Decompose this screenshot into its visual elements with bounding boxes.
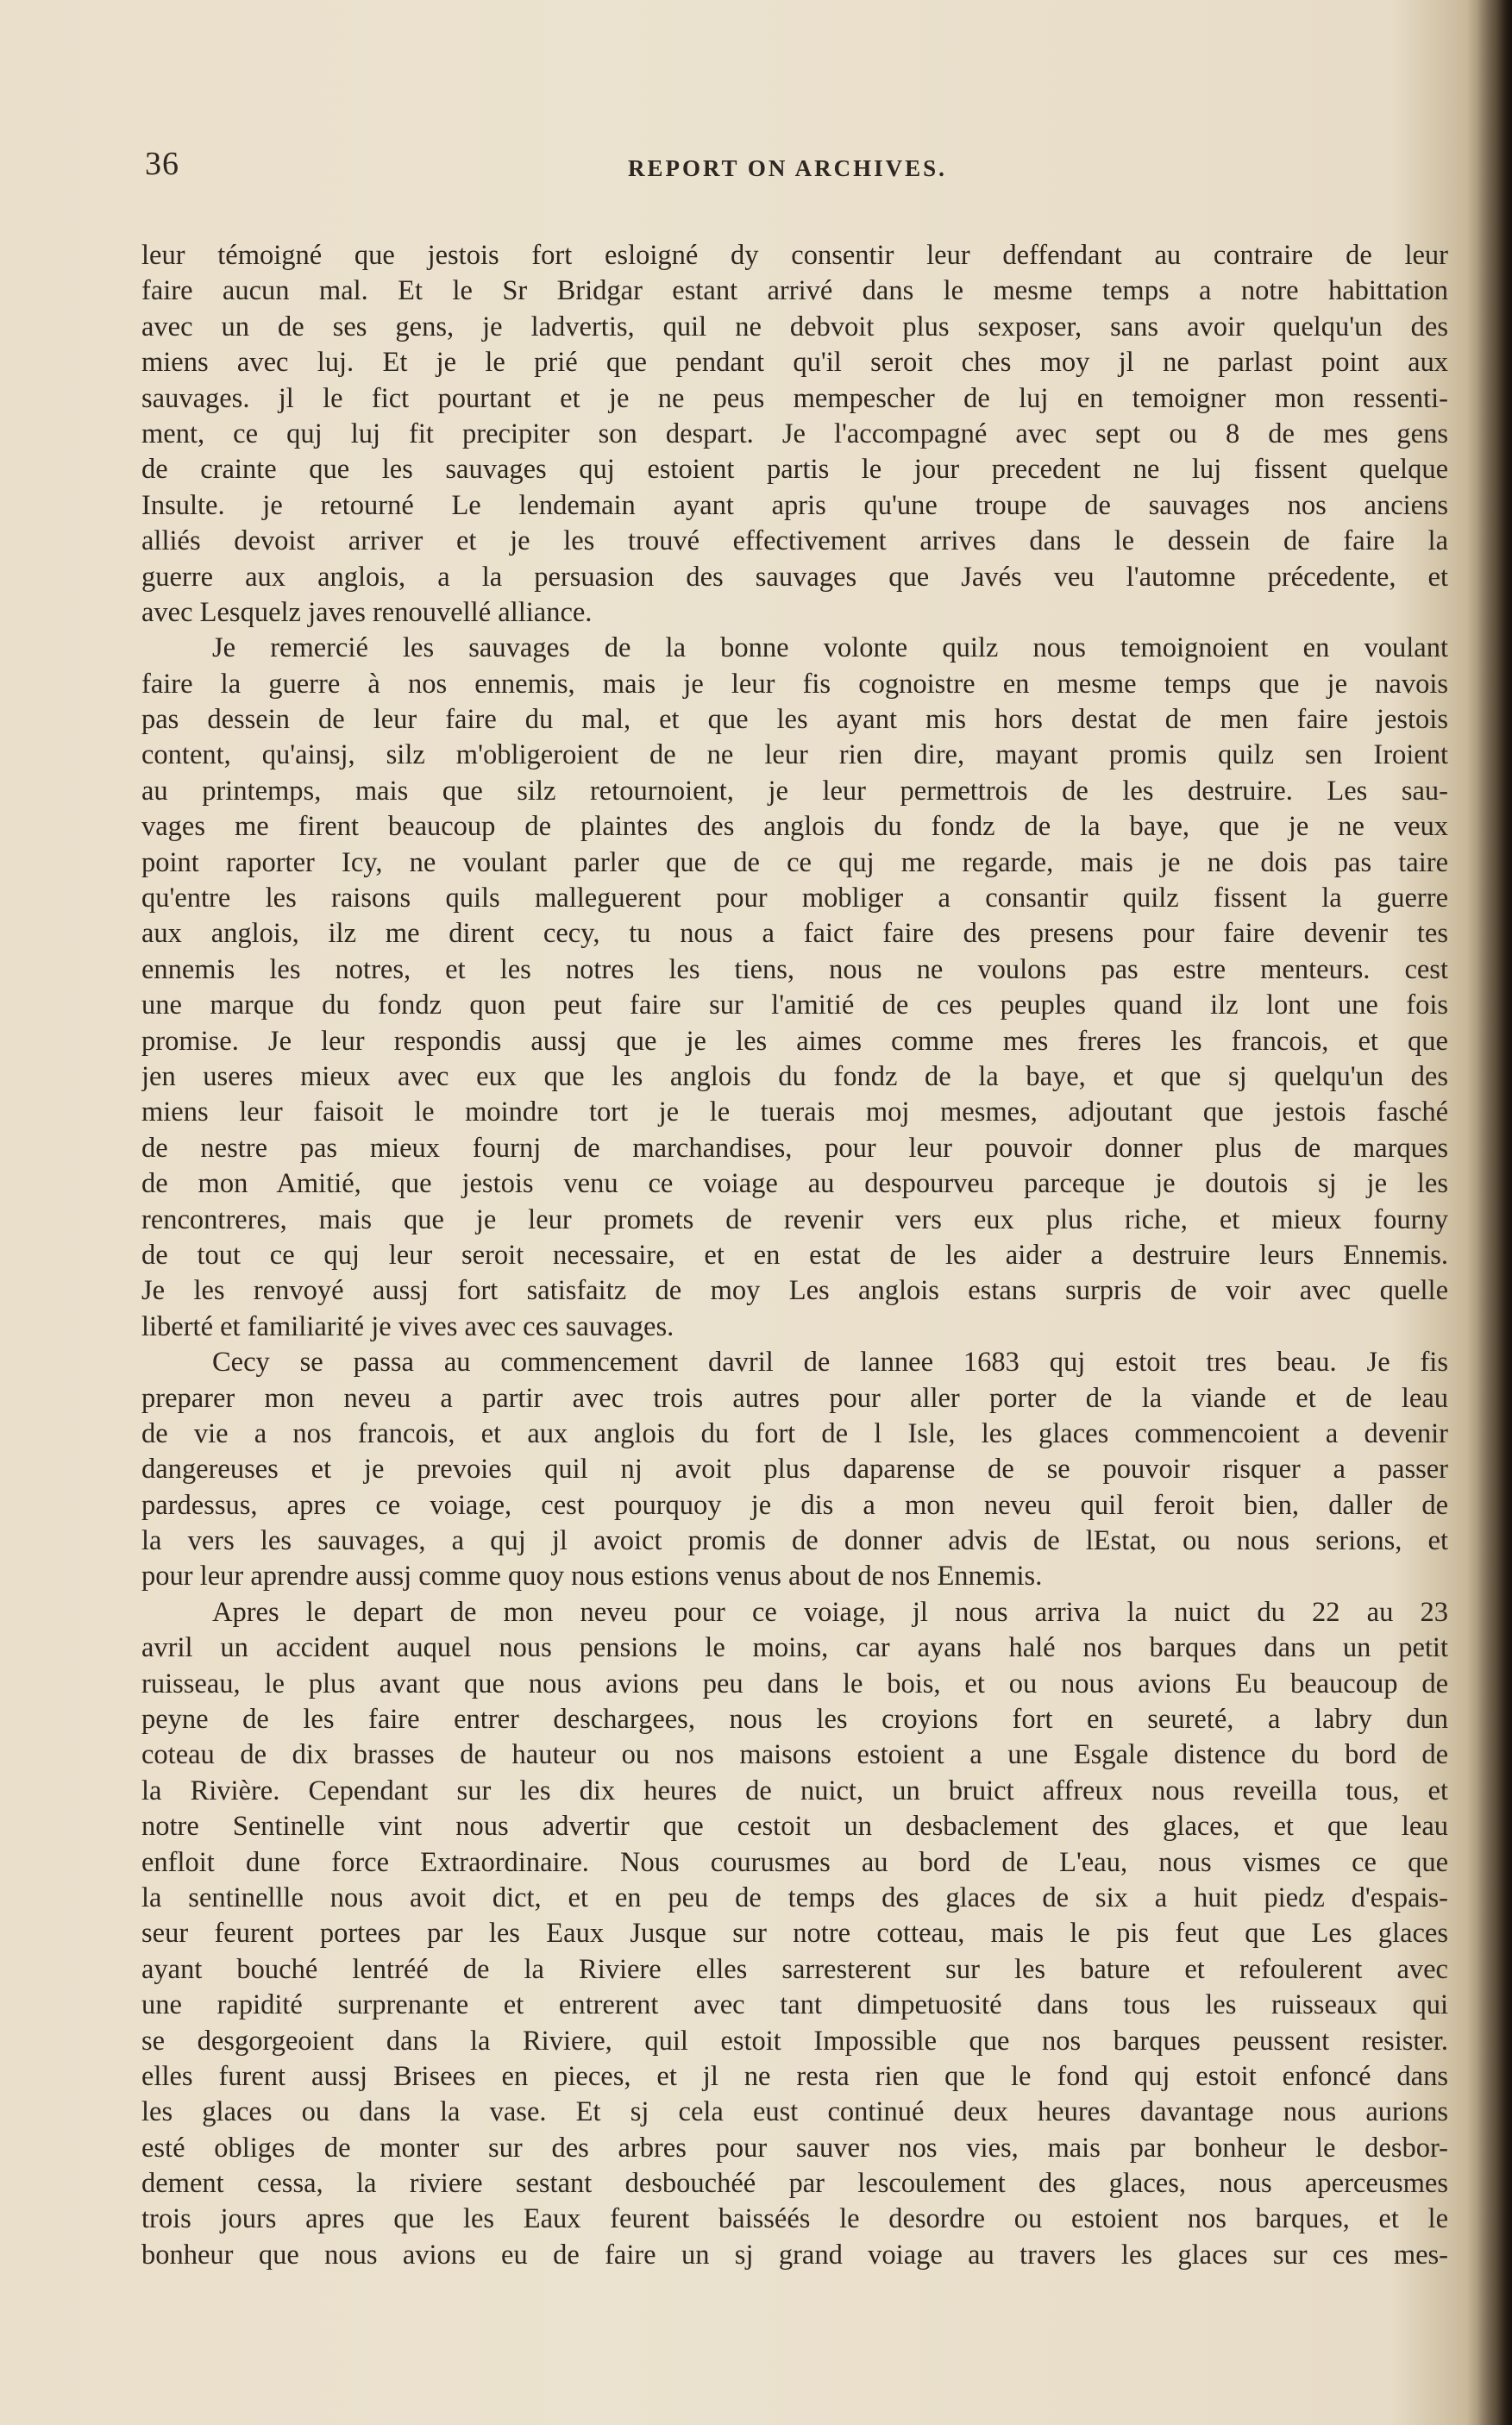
text-line: alliés devoist arriver et je les trouvé effectivement arrives dans le dessein de faire la [141,525,1448,557]
text-line: qu'entre les raisons quils malleguerent pour mobliger a consantir quilz fissent la guerre [141,883,1448,914]
text-line: faire aucun mal. Et le Sr Bridgar estant arrivé dans le mesme temps a notre habittation [141,275,1448,307]
text-line: rencontreres, mais que je leur promets de revenir vers eux plus riche, et mieux fourny [141,1203,1448,1235]
text-line: pardessus, apres ce voiage, cest pourquoy je dis a mon neveu quil feroit bien, daller de [141,1489,1448,1521]
text-line: ennemis les notres, et les notres les tiens, nous ne voulons pas estre menteurs. cest [141,953,1448,985]
text-line: se desgorgeoient dans la Riviere, quil estoit Impossible que nos barques peussent resister. [141,2025,1448,2057]
text-line: miens avec luj. Et je le prié que pendant qu'il seroit ches moy jl ne parlast point aux [141,347,1448,379]
text-line: de crainte que les sauvages quj estoient partis le jour precedent ne luj fissent quelque [141,454,1448,486]
text-line: guerre aux anglois, a la persuasion des sauvages que Javés veu l'automne précedente, et [141,561,1448,593]
text-line: la vers les sauvages, a quj jl avoict promis de donner advis de lEstat, ou nous serions, et [141,1525,1448,1557]
text-line: trois jours apres que les Eaux feurent baisséés le desordre ou estoient nos barques, et le [141,2203,1448,2235]
text-line: de vie a nos francois, et aux anglois du fort de l Isle, les glaces commencoient a devenir [141,1417,1448,1449]
text-line: les glaces ou dans la vase. Et sj cela eust continué deux heures davantage nous aurions [141,2096,1448,2128]
text-line: point raporter Icy, ne voulant parler que de ce quj me regarde, mais je ne dois pas taire [141,846,1448,878]
text-line: faire la guerre à nos ennemis, mais je leur fis cognoistre en mesme temps que je navois [141,668,1448,700]
text-line: de nestre pas mieux fournj de marchandises, pour leur pouvoir donner plus de marques [141,1132,1448,1164]
text-line: au printemps, mais que silz retournoient, je leur permettrois de les destruire. Les sau- [141,775,1448,807]
text-line: coteau de dix brasses de hauteur ou nos maisons estoient a une Esgale distence du bord de [141,1739,1448,1771]
text-line: une marque du fondz quon peut faire sur l'amitié de ces peuples quand ilz lont une fois [141,989,1448,1021]
text-line: seur feurent portees par les Eaux Jusque sur notre cotteau, mais le pis feut que Les glaces [141,1918,1448,1950]
text-line: Je remercié les sauvages de la bonne volonte quilz nous temoignoient en voulant [212,632,1448,664]
text-line: dement cessa, la riviere sestant desbouchéé par lescoulement des glaces, nous aperceusmes [141,2168,1448,2200]
text-line: jen useres mieux avec eux que les anglois du fondz de la baye, et que sj quelqu'un des [141,1060,1448,1092]
text-line: sauvages. jl le fict pourtant et je ne peus mempescher de luj en temoigner mon ressenti- [141,382,1448,414]
text-line: avec un de ses gens, je ladvertis, quil ne debvoit plus sexposer, sans avoir quelqu'un des [141,311,1448,342]
text-line: elles furent aussj Brisees en pieces, et jl ne resta rien que le fond quj estoit enfoncé dans [141,2060,1448,2092]
text-line: dangereuses et je prevoies quil nj avoit plus daparense de se pouvoir risquer a passer [141,1454,1448,1486]
text-line: content, qu'ainsj, silz m'obligeroient de ne leur rien dire, mayant promis quilz sen Iroient [141,739,1448,771]
text-line: promise. Je leur respondis aussj que je les aimes comme mes freres les francois, et que [141,1025,1448,1057]
text-line: enfloit dune force Extraordinaire. Nous courusmes au bord de L'eau, nous vismes ce que [141,1846,1448,1878]
body-text [141,238,1448,2273]
text-line: de mon Amitié, que jestois venu ce voiage au despourveu parceque je doutois sj je les [141,1168,1448,1200]
running-head [145,145,1456,188]
text-line: avec Lesquelz javes renouvellé alliance. [141,596,593,628]
text-line: pour leur aprendre aussj comme quoy nous estions venus about de nos Ennemis. [141,1561,1043,1593]
text-line: de tout ce quj leur seroit necessaire, et en estat de les aider a destruire leurs Ennemis. [141,1239,1448,1271]
text-line: Apres le depart de mon neveu pour ce voiage, jl nous arriva la nuict du 22 au 23 [212,1596,1448,1628]
text-line: leur témoigné que jestois fort esloigné dy consentir leur deffendant au contraire de leur [141,240,1448,271]
text-line: la sentinellle nous avoit dict, et en peu de temps des glaces de six a huit piedz d'espais- [141,1882,1448,1913]
text-line: pas dessein de leur faire du mal, et que les ayant mis hors destat de men faire jestois [141,704,1448,736]
text-line: la Rivière. Cependant sur les dix heures de nuict, un bruict affreux nous reveilla tous, et [141,1775,1448,1806]
text-line: une rapidité surprenante et entrerent avec tant dimpetuosité dans tous les ruisseaux qui [141,1989,1448,2021]
running-title: REPORT ON ARCHIVES. [628,155,947,181]
text-line: Insulte. je retourné Le lendemain ayant apris qu'une troupe de sauvages nos anciens [141,489,1448,521]
page-edge-shadow [1477,0,1512,2425]
text-line: miens leur faisoit le moindre tort je le tuerais moj mesmes, adjoutant que jestois fasché [141,1096,1448,1128]
text-line: vages me firent beaucoup de plaintes des anglois du fondz de la baye, que je ne veux [141,811,1448,843]
text-line: bonheur que nous avions eu de faire un sj grand voiage au travers les glaces sur ces mes- [141,2239,1448,2271]
text-line: esté obliges de monter sur des arbres pour sauver nos vies, mais par bonheur le desbor- [141,2132,1448,2164]
text-line: aux anglois, ilz me dirent cecy, tu nous a faict faire des presens pour faire devenir tes [141,918,1448,950]
text-line: avril un accident auquel nous pensions le moins, car ayans halé nos barques dans un petit [141,1632,1448,1664]
text-line: ment, ce quj luj fit precipiter son despart. Je l'accompagné avec sept ou 8 de mes gens [141,418,1448,449]
text-line: ruisseau, le plus avant que nous avions peu dans le bois, et ou nous avions Eu beaucoup de [141,1668,1448,1699]
text-line: preparer mon neveu a partir avec trois autres pour aller porter de la viande et de leau [141,1382,1448,1414]
text-line: notre Sentinelle vint nous advertir que cestoit un desbaclement des glaces, et que leau [141,1811,1448,1843]
text-line: Je les renvoyé aussj fort satisfaitz de moy Les anglois estans surpris de voir avec quelle [141,1275,1448,1307]
text-line: liberté et familiarité je vives avec ces sauvages. [141,1310,674,1342]
text-line: peyne de les faire entrer deschargees, nous les croyions fort en seureté, a labry dun [141,1704,1448,1736]
text-line: ayant bouché lentréé de la Riviere elles sarresterent sur les bature et refoulerent avec [141,1953,1448,1985]
text-line: Cecy se passa au commencement davril de lannee 1683 quj estoit tres beau. Je fis [212,1347,1448,1379]
page-number: 36 [145,146,179,182]
